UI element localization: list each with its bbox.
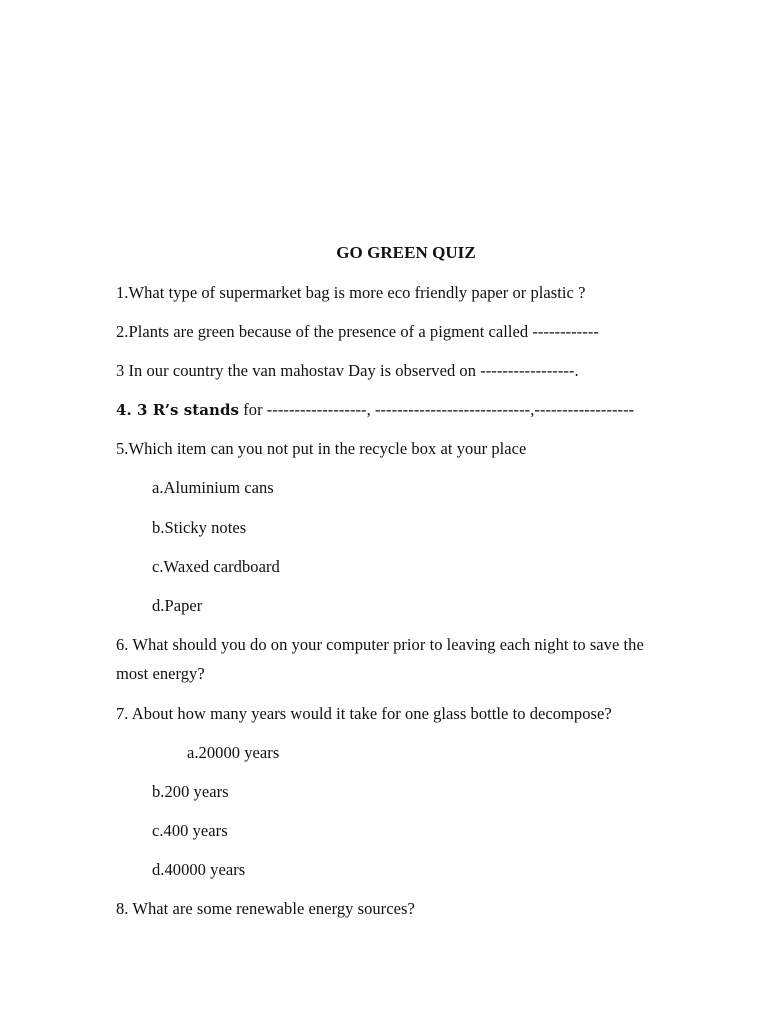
quiz-title: GO GREEN QUIZ [336, 243, 476, 262]
question-5-option-b: b.Sticky notes [152, 518, 247, 537]
question-5-option-a: a.Aluminium cans [152, 478, 274, 497]
question-5: 5.Which item can you not put in the recycle box at your place [116, 439, 527, 458]
question-8: 8. What are some renewable energy sources? [116, 899, 415, 918]
question-5-option-c: c.Waxed cardboard [152, 557, 280, 576]
question-7-option-a: a.20000 years [187, 743, 280, 762]
question-7: 7. About how many years would it take for one glass bottle to decompose? [116, 704, 612, 723]
question-4-rest: for ------------------, ----------------------------,------------------ [239, 400, 635, 419]
question-5-option-d: d.Paper [152, 596, 203, 615]
question-7-option-b: b.200 years [152, 782, 229, 801]
question-6-line-1: 6. What should you do on your computer prior to leaving each night to save the [116, 635, 644, 654]
question-7-option-c: c.400 years [152, 821, 228, 840]
question-3: 3 In our country the van mahostav Day is observed on -----------------. [116, 361, 579, 380]
question-4-lead: 4. 3 R’s stands [116, 401, 240, 419]
question-7-option-d: d.40000 years [152, 860, 246, 879]
question-4 [116, 400, 634, 420]
question-6-line-2: most energy? [116, 664, 205, 683]
question-2: 2.Plants are green because of the presence of a pigment called ------------ [116, 322, 599, 341]
question-1: 1.What type of supermarket bag is more eco friendly paper or plastic ? [116, 283, 586, 302]
